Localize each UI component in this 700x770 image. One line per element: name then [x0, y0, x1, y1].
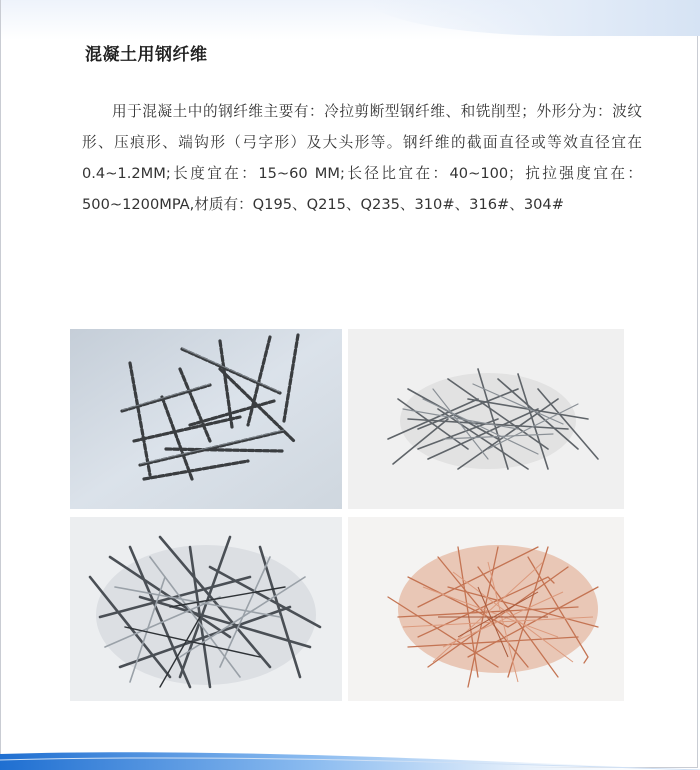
description-paragraph: 用于混凝土中的钢纤维主要有：冷拉剪断型钢纤维、和铣削型；外形分为：波纹形、压痕形、端钩形（弓字形）及大头形等。钢纤维的截面直径或等效直径宜在0.4~1.2MM;长度宜在：15~60 MM;长径比宜在：40~100；抗拉强度宜在：500~1200MPA,材质有：Q195、Q215、Q235、310#、316#、304# [82, 103, 642, 213]
footer-decoration [0, 740, 700, 770]
page-title: 混凝土用钢纤维 [85, 45, 208, 65]
photo-copper-coated-fibers [348, 517, 624, 701]
photo-twisted-steel-fibers [70, 329, 342, 509]
photo-milled-steel-fibers [70, 517, 342, 701]
photo-straight-steel-fibers [348, 329, 624, 509]
